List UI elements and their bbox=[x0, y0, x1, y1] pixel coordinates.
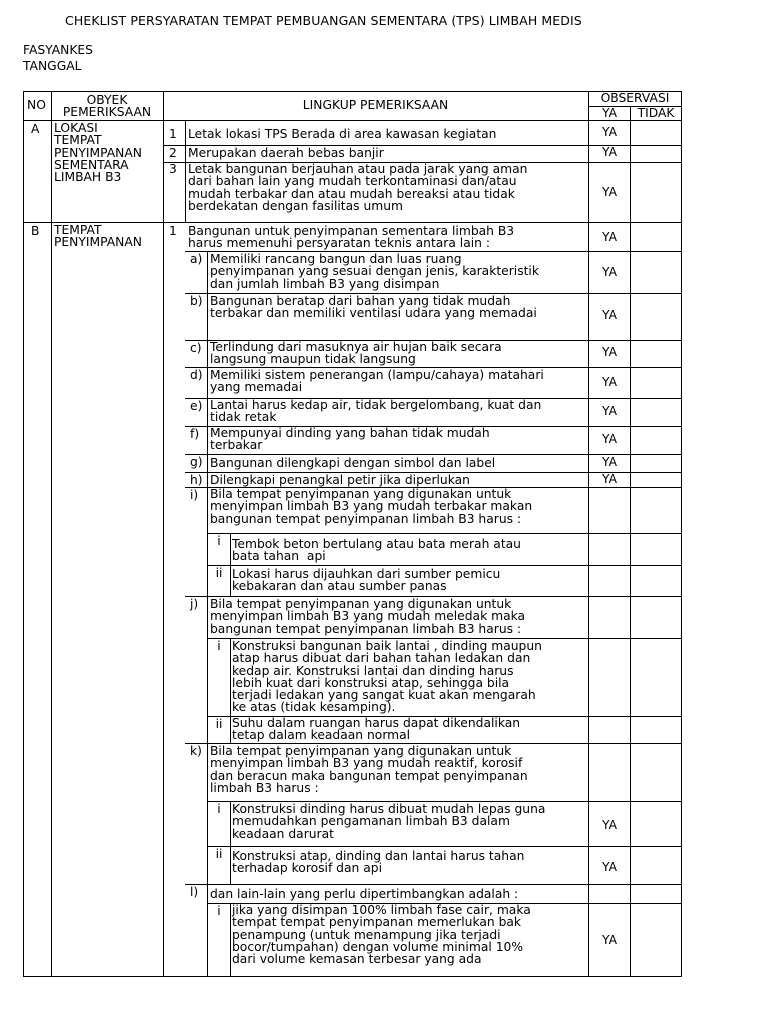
section-b-item-ya: YA bbox=[602, 265, 617, 279]
section-b-no: B bbox=[31, 224, 40, 238]
section-b-item-text: Memiliki rancang bangun dan luas ruang penyimpanan yang sesuai dengan jenis, karakteristik dan jumlah limbah B3 yang disimpan bbox=[210, 252, 539, 291]
table-bottom-border bbox=[23, 976, 682, 977]
section-b-item-letter: i) bbox=[190, 488, 199, 502]
section-b-sub-text: Tembok beton bertulang atau bata merah atau bata tahan api bbox=[232, 537, 521, 564]
section-a-item-text: Merupakan daerah bebas banjir bbox=[188, 146, 384, 160]
header-ya: YA bbox=[602, 106, 617, 120]
section-a-bottom-rule bbox=[23, 222, 682, 223]
section-a-item-text: Letak lokasi TPS Berada di area kawasan kegiatan bbox=[188, 127, 497, 141]
section-b-sub-text: Suhu dalam ruangan harus dapat dikendalikan tetap dalam keadaan normal bbox=[232, 716, 521, 743]
roman-column-rule bbox=[230, 903, 231, 977]
header-observasi: OBSERVASI bbox=[600, 91, 670, 105]
section-b-sub-ya: YA bbox=[602, 818, 617, 832]
section-b-item-ya: YA bbox=[602, 404, 617, 418]
section-b-item-text: Dilengkapi penangkal petir jika diperlukan bbox=[210, 473, 470, 487]
section-b-sub-ya: YA bbox=[602, 860, 617, 874]
section-b-item-text: Terlindung dari masuknya air hujan baik secara langsung maupun tidak langsung bbox=[210, 340, 502, 367]
section-b-item-ya: YA bbox=[602, 345, 617, 359]
section-b-item-letter: f) bbox=[190, 427, 200, 441]
section-b-sub-text: jika yang disimpan 100% limbah fase cair, maka tempat tempat penyimpanan memerlukan bak penampung (untuk menampung jika terjadi bocor/tumpahan) dengan volume minimal 10% dari volume kemasan terbesar yang ada bbox=[232, 903, 531, 967]
table-left-border bbox=[23, 91, 24, 977]
section-a-item-ya: YA bbox=[602, 125, 617, 139]
sub-row-rule bbox=[207, 565, 682, 566]
section-b-item-text: dan lain-lain yang perlu dipertimbangkan adalah : bbox=[210, 887, 519, 901]
section-b-item-text: Bila tempat penyimpanan yang digunakan untuk menyimpan limbah B3 yang mudah meledak maka bangunan tempat penyimpanan limbah B3 harus : bbox=[210, 597, 526, 636]
table-top-border bbox=[23, 91, 682, 92]
section-b-item-text: Bila tempat penyimpanan yang digunakan untuk menyimpan limbah B3 yang mudah reaktif, korosif dan beracun maka bangunan tempat penyimpanan limbah B3 harus : bbox=[210, 744, 528, 795]
sub-row-rule bbox=[185, 884, 682, 885]
section-b-item-letter: c) bbox=[190, 341, 202, 355]
no-column-rule bbox=[51, 91, 52, 977]
section-b-obyek: TEMPAT PENYIMPANAN bbox=[54, 223, 142, 250]
section-a-item-num: 3 bbox=[169, 162, 177, 176]
section-a-item-ya: YA bbox=[602, 185, 617, 199]
tanggal-label: TANGGAL bbox=[23, 59, 82, 73]
section-b-item-text: Lantai harus kedap air, tidak bergelombang, kuat dan tidak retak bbox=[210, 398, 542, 425]
section-b-item-letter: k) bbox=[190, 744, 202, 758]
section-b-item-letter: b) bbox=[190, 294, 203, 308]
section-a-item-num: 1 bbox=[169, 127, 177, 141]
section-a-obyek: LOKASI TEMPAT PENYIMPANAN SEMENTARA LIMBAH B3 bbox=[54, 121, 142, 185]
content-column-rule bbox=[588, 91, 589, 977]
section-b-item-letter: e) bbox=[190, 399, 203, 413]
roman-column-rule bbox=[230, 801, 231, 847]
section-b-item-text: Bangunan dilengkapi dengan simbol dan label bbox=[210, 456, 496, 470]
section-a-no: A bbox=[31, 122, 40, 136]
section-b-item-ya: YA bbox=[602, 375, 617, 389]
header-lingkup: LINGKUP PEMERIKSAAN bbox=[302, 98, 449, 112]
section-b-sub-roman: i bbox=[217, 534, 221, 548]
section-b-sub-ya: YA bbox=[602, 933, 617, 947]
section-b-sub-roman: ii bbox=[215, 717, 223, 731]
section-b-sub-text: Konstruksi atap, dinding dan lantai harus tahan terhadap korosif dan api bbox=[232, 849, 525, 876]
section-b-item-text: Bangunan beratap dari bahan yang tidak mudah terbakar dan memiliki ventilasi udara yang memadai bbox=[210, 294, 537, 321]
roman-column-rule bbox=[230, 638, 231, 717]
obyek-column-rule bbox=[163, 91, 164, 977]
table-right-border bbox=[681, 91, 682, 977]
section-b-item-letter: j) bbox=[190, 597, 199, 611]
section-b-item-text: Bila tempat penyimpanan yang digunakan untuk menyimpan limbah B3 yang mudah terbakar makan bangunan tempat penyimpanan limbah B3 harus : bbox=[210, 487, 533, 526]
section-b-sub-text: Lokasi harus dijauhkan dari sumber pemicu kebakaran dan atau sumber panas bbox=[232, 567, 501, 594]
section-b-item-ya: YA bbox=[602, 308, 617, 322]
section-b-sub-roman: i bbox=[217, 639, 221, 653]
section-b-sub-roman: ii bbox=[215, 566, 223, 580]
section-b-sub-text: Konstruksi dinding harus dibuat mudah lepas guna memudahkan pengamanan limbah B3 dalam keadaan darurat bbox=[232, 802, 546, 841]
section-b-item-letter: d) bbox=[190, 368, 203, 382]
section-a-item-num: 2 bbox=[169, 146, 177, 160]
section-b-intro-ya: YA bbox=[602, 230, 617, 244]
section-a-item-ya: YA bbox=[602, 145, 617, 159]
section-b-item-ya: YA bbox=[602, 472, 617, 486]
section-b-sub-roman: i bbox=[217, 802, 221, 816]
roman-column-rule bbox=[230, 533, 231, 566]
roman-column-rule bbox=[230, 716, 231, 744]
header-obyek: OBYEK PEMERIKSAAN bbox=[62, 93, 152, 120]
section-b-item-letter: l) bbox=[190, 885, 199, 899]
section-b-item-letter: a) bbox=[190, 252, 203, 266]
section-b-item-letter: g) bbox=[190, 455, 203, 469]
roman-column-rule bbox=[230, 565, 231, 597]
section-b-item-ya: YA bbox=[602, 455, 617, 469]
section-b-sub-roman: ii bbox=[215, 847, 223, 861]
document-title: CHEKLIST PERSYARATAN TEMPAT PEMBUANGAN SEMENTARA (TPS) LIMBAH MEDIS bbox=[65, 13, 582, 28]
section-b-item-text: Memiliki sistem penerangan (lampu/cahaya) matahari yang memadai bbox=[210, 368, 544, 395]
roman-column-rule bbox=[230, 846, 231, 885]
section-b-intro-text: Bangunan untuk penyimpanan sementara limbah B3 harus memenuhi persyaratan teknis antara lain : bbox=[188, 224, 515, 251]
section-a-num-rule bbox=[185, 120, 186, 223]
section-b-intro-num: 1 bbox=[169, 224, 177, 238]
header-no: NO bbox=[27, 98, 46, 112]
section-b-item-letter: h) bbox=[190, 473, 203, 487]
header-tidak: TIDAK bbox=[637, 106, 675, 120]
section-a-item-text: Letak bangunan berjauhan atau pada jarak yang aman dari bahan lain yang mudah terkontaminasi dan/atau mudah terbakar dan atau mudah bereaksi atau tidak berdekatan dengan fasilitas umum bbox=[188, 162, 528, 213]
group-head-rule bbox=[207, 533, 682, 534]
header-bottom-rule bbox=[23, 120, 682, 121]
letter-column-rule bbox=[207, 251, 208, 977]
sub-row-rule bbox=[207, 846, 682, 847]
section-b-sub-text: Konstruksi bangunan baik lantai , dinding maupun atap harus dibuat dari bahan tahan ledakan dan kedap air. Konstruksi lantai dan dinding harus lebih kuat dari konstruksi atap, sehingga bila terjadi ledakan yang sangat kuat akan mengarah ke atas (tidak kesamping). bbox=[232, 639, 542, 715]
section-b-sub-roman: i bbox=[217, 904, 221, 918]
section-b-item-text: Mempunyai dinding yang bahan tidak mudah terbakar bbox=[210, 426, 490, 453]
section-b-item-ya: YA bbox=[602, 432, 617, 446]
fasyankes-label: FASYANKES bbox=[23, 43, 93, 57]
